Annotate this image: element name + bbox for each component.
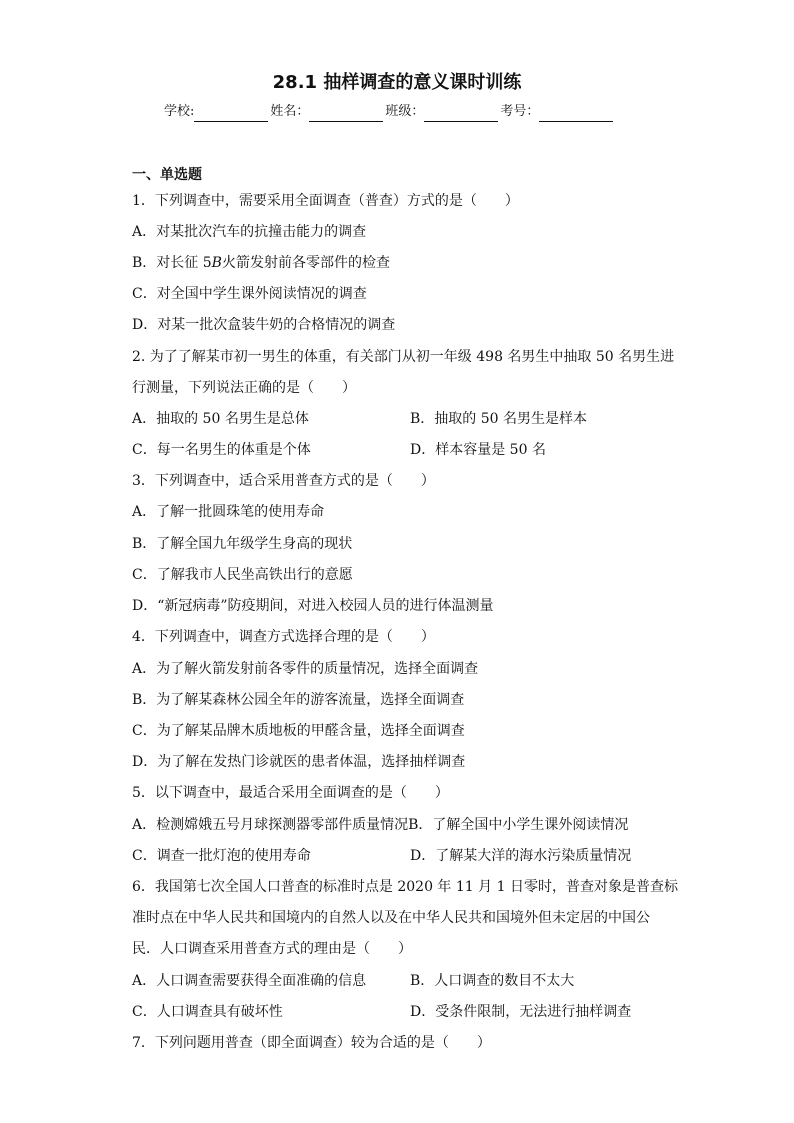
q5-option-d: D．了解某大洋的海水污染质量情况 <box>410 848 632 864</box>
q2-option-d: D．样本容量是 50 名 <box>410 442 546 458</box>
q1-stem: 1．下列调查中，需要采用全面调查（普查）方式的是（ ） <box>132 193 519 209</box>
q1-option-c: C．对全国中学生课外阅读情况的调查 <box>132 286 367 302</box>
q4-stem: 4．下列调查中，调查方式选择合理的是（ ） <box>132 629 435 645</box>
q3-option-d: D．“新冠病毒”防疫期间，对进入校园人员的进行体温测量 <box>132 598 494 614</box>
q1-option-b-var: B <box>211 255 222 271</box>
school-blank[interactable] <box>194 107 268 122</box>
q2-stem-line1: 2. 为了了解某市初一男生的体重，有关部门从初一年级 498 名男生中抽取 50 名男生进 <box>132 349 675 365</box>
q1-option-a: A．对某批次汽车的抗撞击能力的调查 <box>132 224 367 240</box>
q1-option-b <box>132 252 390 274</box>
name-label: 姓名： <box>270 104 310 119</box>
q2-option-b: B．抽取的 50 名男生是样本 <box>410 411 588 427</box>
section-heading: 一、单选题 <box>132 167 202 183</box>
q3-option-c: C．了解我市人民坐高铁出行的意愿 <box>132 567 353 583</box>
q6-option-a: A．人口调查需要获得全面准确的信息 <box>132 973 367 989</box>
number-blank[interactable] <box>539 107 613 122</box>
class-label: 班级： <box>385 104 425 119</box>
q6-option-b: B．人口调查的数目不太大 <box>410 973 575 989</box>
q3-stem: 3．下列调查中，适合采用普查方式的是（ ） <box>132 473 435 489</box>
class-blank[interactable] <box>424 107 498 122</box>
q2-option-a: A．抽取的 50 名男生是总体 <box>132 411 309 427</box>
q6-stem-line1: 6．我国第七次全国人口普查的标准时点是 2020 年 11 月 1 日零时，普查对象是普查标 <box>132 879 678 895</box>
q5-option-c: C．调查一批灯泡的使用寿命 <box>132 848 311 864</box>
q1-option-b-pre: B．对长征 5 <box>132 255 212 271</box>
q2-stem-line2: 行测量，下列说法正确的是（ ） <box>132 380 356 396</box>
q5-stem: 5．以下调查中，最适合采用全面调查的是（ ） <box>132 785 449 801</box>
q3-option-a: A．了解一批圆珠笔的使用寿命 <box>132 504 325 520</box>
q6-option-d: D．受条件限制，无法进行抽样调查 <box>410 1004 632 1020</box>
q1-option-b-post: 火箭发射前各零部件的检查 <box>221 255 390 271</box>
q6-stem-line3: 民．人口调查采用普查方式的理由是（ ） <box>132 941 412 957</box>
q7-stem: 7．下列问题用普查（即全面调查）较为合适的是（ ） <box>132 1035 491 1051</box>
q2-option-c: C．每一名男生的体重是个体 <box>132 442 311 458</box>
q4-option-c: C．为了解某品牌木质地板的甲醛含量，选择全面调查 <box>132 723 465 739</box>
name-blank[interactable] <box>309 107 383 122</box>
page-title: 28.1 抽样调查的意义课时训练 <box>272 72 522 93</box>
q4-option-a: A．为了解火箭发射前各零件的质量情况，选择全面调查 <box>132 661 479 677</box>
number-label: 考号： <box>500 104 540 119</box>
q6-option-c: C．人口调查具有破坏性 <box>132 1004 283 1020</box>
q4-option-d: D．为了解在发热门诊就医的患者体温，选择抽样调查 <box>132 754 466 770</box>
q6-stem-line2: 准时点在中华人民共和国境内的自然人以及在中华人民共和国境外但未定居的中国公 <box>132 910 650 926</box>
q4-option-b: B．为了解某森林公园全年的游客流量，选择全面调查 <box>132 692 465 708</box>
q5-option-a-b: A．检测嫦娥五号月球探测器零部件质量情况B．了解全国中小学生课外阅读情况 <box>132 817 629 833</box>
student-info-row <box>164 102 615 122</box>
q3-option-b: B．了解全国九年级学生身高的现状 <box>132 536 353 552</box>
q1-option-d: D．对某一批次盒装牛奶的合格情况的调查 <box>132 317 396 333</box>
school-label: 学校: <box>164 104 195 119</box>
